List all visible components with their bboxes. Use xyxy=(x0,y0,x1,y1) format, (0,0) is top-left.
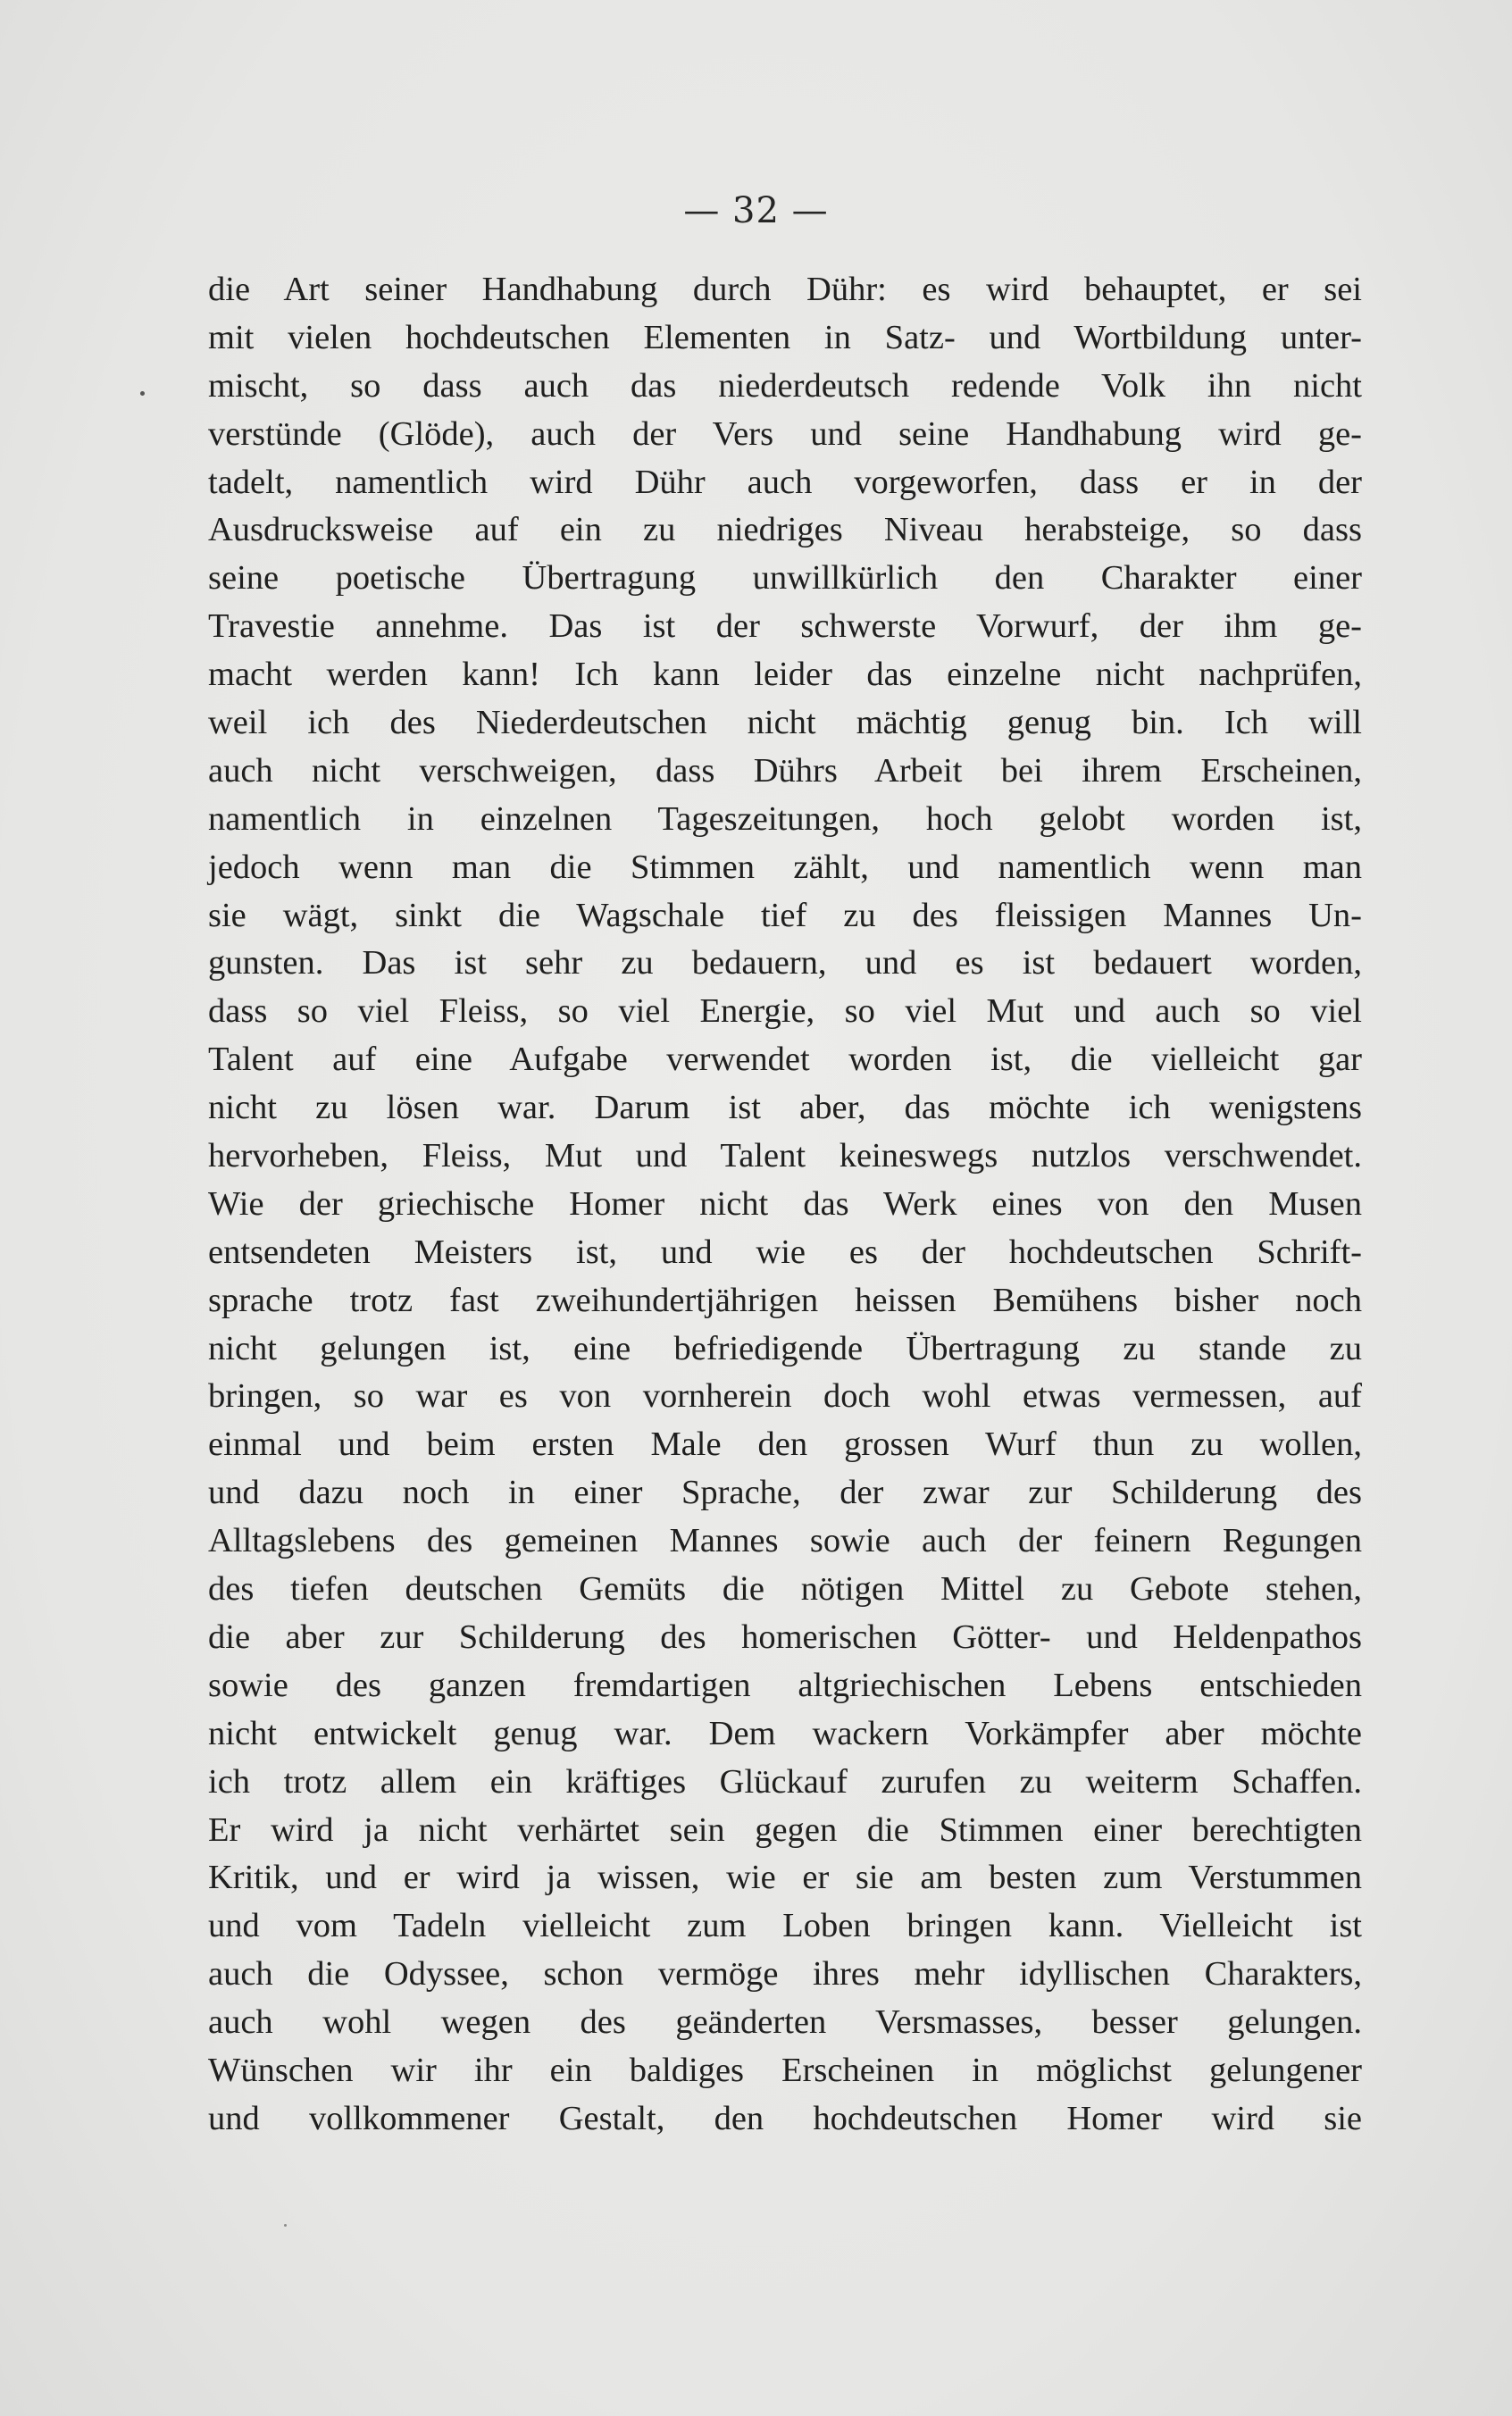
text-line: die aber zur Schilderung des homerischen Götter- und Heldenpathos xyxy=(208,1618,1362,1656)
text-line: Er wird ja nicht verhärtet sein gegen die Stimmen einer berechtigten xyxy=(208,1810,1362,1849)
text-line: nicht gelungen ist, eine befriedigende Übertragung zu stande zu xyxy=(208,1329,1362,1367)
text-line: sie wägt, sinkt die Wagschale tief zu des fleissigen Mannes Un- xyxy=(208,896,1362,934)
text-line: nicht entwickelt genug war. Dem wackern Vorkämpfer aber möchte xyxy=(208,1714,1362,1752)
text-line: nicht zu lösen war. Darum ist aber, das möchte ich wenigstens xyxy=(208,1089,1362,1127)
text-line: dass so viel Fleiss, so viel Energie, so viel Mut und auch so viel xyxy=(208,992,1362,1031)
text-line: auch die Odyssee, schon vermöge ihres mehr idyllischen Charakters, xyxy=(208,1955,1362,1994)
text-line: auch nicht verschweigen, dass Dührs Arbeit bei ihrem Erscheinen, xyxy=(208,751,1362,790)
text-line: verstünde (Glöde), auch der Vers und seine Handhabung wird ge- xyxy=(208,414,1362,453)
text-line: bringen, so war es von vornherein doch wohl etwas vermessen, auf xyxy=(208,1377,1362,1416)
text-line: jedoch wenn man die Stimmen zählt, und namentlich wenn man xyxy=(208,848,1362,886)
text-line: seine poetische Übertragung unwillkürlich den Charakter einer xyxy=(208,559,1362,598)
paper-speck xyxy=(284,2224,287,2227)
text-line: gunsten. Das ist sehr zu bedauern, und es ist bedauert worden, xyxy=(208,944,1362,982)
text-line: mit vielen hochdeutschen Elementen in Satz- und Wortbildung unter- xyxy=(208,318,1362,356)
text-line: und vom Tadeln vielleicht zum Loben bringen kann. Vielleicht ist xyxy=(208,1907,1362,1945)
text-line: des tiefen deutschen Gemüts die nötigen Mittel zu Gebote stehen, xyxy=(208,1570,1362,1609)
text-line: ich trotz allem ein kräftiges Glückauf zurufen zu weiterm Schaffen. xyxy=(208,1762,1362,1801)
text-line: sprache trotz fast zweihundertjährigen heissen Bemühens bisher noch xyxy=(208,1281,1362,1319)
text-line: tadelt, namentlich wird Dühr auch vorgeworfen, dass er in der xyxy=(208,463,1362,501)
text-line: die Art seiner Handhabung durch Dühr: es wird behauptet, er sei xyxy=(208,271,1362,308)
text-line: auch wohl wegen des geänderten Versmasses, besser gelungen. xyxy=(208,2003,1362,2042)
text-line: Wie der griechische Homer nicht das Werk eines von den Musen xyxy=(208,1184,1362,1223)
text-line: Kritik, und er wird ja wissen, wie er sie am besten zum Verstummen xyxy=(208,1859,1362,1897)
text-line: macht werden kann! Ich kann leider das einzelne nicht nachprüfen, xyxy=(208,656,1362,694)
text-line: sowie des ganzen fremdartigen altgriechischen Lebens entschieden xyxy=(208,1666,1362,1704)
text-line: mischt, so dass auch das niederdeutsch redende Volk ihn nicht xyxy=(208,366,1362,405)
text-line: Ausdrucksweise auf ein zu niedriges Niveau herabsteige, so dass xyxy=(208,511,1362,549)
text-line: einmal und beim ersten Male den grossen Wurf thun zu wollen, xyxy=(208,1425,1362,1464)
text-line: und vollkommener Gestalt, den hochdeutschen Homer wird sie xyxy=(208,2099,1362,2137)
page-number: — 32 — xyxy=(683,190,829,231)
text-line: und dazu noch in einer Sprache, der zwar zur Schilderung des xyxy=(208,1474,1362,1512)
body-text xyxy=(208,266,1362,2144)
text-line: entsendeten Meisters ist, und wie es der hochdeutschen Schrift- xyxy=(208,1233,1362,1271)
text-line: Alltagslebens des gemeinen Mannes sowie auch der feinern Regungen xyxy=(208,1522,1362,1560)
text-line: Talent auf eine Aufgabe verwendet worden ist, die vielleicht gar xyxy=(208,1041,1362,1079)
text-line: hervorheben, Fleiss, Mut und Talent keineswegs nutzlos verschwendet. xyxy=(208,1137,1362,1175)
text-line: Travestie annehme. Das ist der schwerste Vorwurf, der ihm ge- xyxy=(208,607,1362,646)
text-line: weil ich des Niederdeutschen nicht mächtig genug bin. Ich will xyxy=(208,704,1362,742)
text-line: Wünschen wir ihr ein baldiges Erscheinen in möglichst gelungener xyxy=(208,2051,1362,2089)
text-line: namentlich in einzelnen Tageszeitungen, hoch gelobt worden ist, xyxy=(208,799,1362,838)
margin-mark xyxy=(140,391,145,396)
